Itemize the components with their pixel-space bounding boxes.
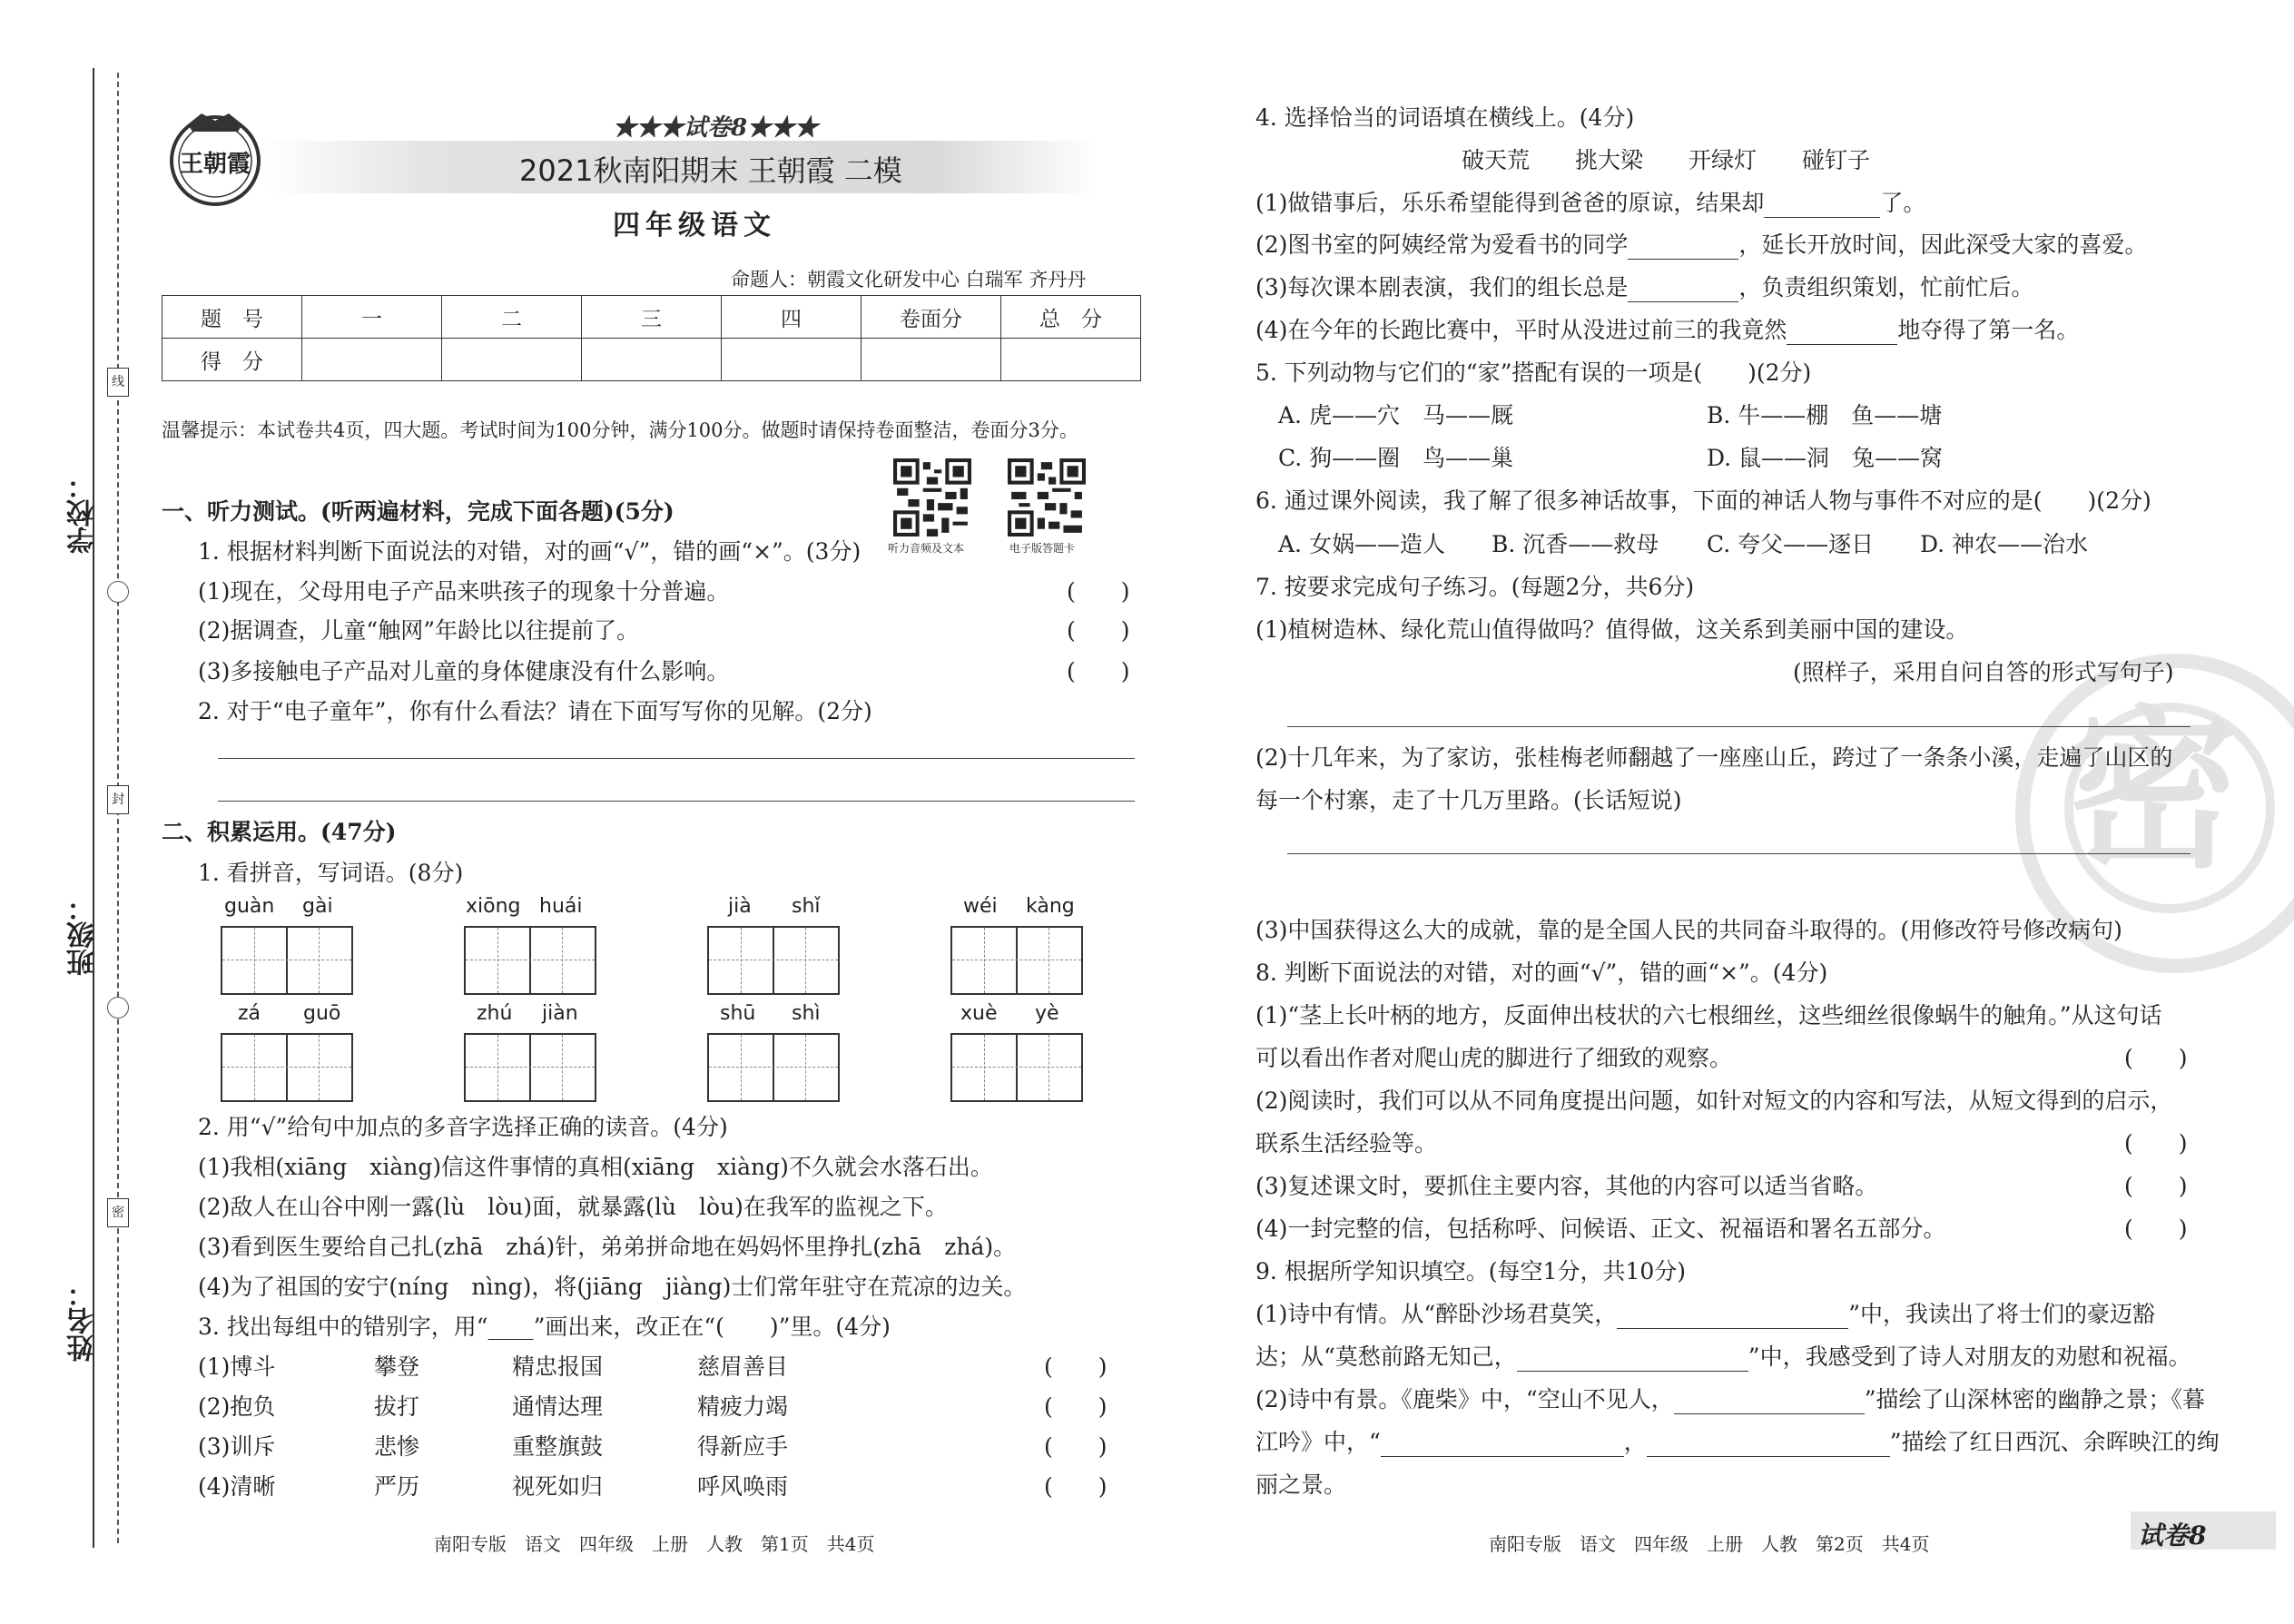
question-item xyxy=(1255,1382,2205,1414)
seal-label-feng: 封 xyxy=(107,785,129,814)
question-item: (3)复述课文时，要抓住主要内容，其他的内容可以适当省略。 xyxy=(1255,1173,1878,1199)
score-input-cell[interactable] xyxy=(1001,339,1141,381)
item-text: (1)诗中有情。从“醉卧沙场君莫笑， xyxy=(1255,1301,1618,1327)
score-input-cell[interactable] xyxy=(722,339,861,381)
pinyin-label: shū xyxy=(720,1002,756,1025)
character-grid[interactable] xyxy=(221,926,353,995)
question-text: 2. 用“√”给句中加点的多音字选择正确的读音。(4分) xyxy=(198,1114,728,1140)
item-text: ”中，我读出了将士们的豪迈豁 xyxy=(1848,1301,2155,1327)
question-item xyxy=(1255,270,2033,302)
item-text: ， xyxy=(1623,1429,1647,1455)
question-item xyxy=(1255,1424,2220,1457)
subject-title: 四年级语文 xyxy=(613,210,776,241)
notice: 温馨提示：本试卷共4页，四大题。考试时间为100分钟，满分100分。做题时请保持卷面整洁，卷面分3分。 xyxy=(162,419,1078,441)
question-text: 7. 按要求完成句子练习。(每题2分，共6分) xyxy=(1255,574,1695,600)
option[interactable]: B. 牛——棚 鱼——塘 xyxy=(1707,402,1943,428)
score-cell: 一 xyxy=(302,296,442,339)
score-input-cell[interactable] xyxy=(582,339,722,381)
answer-line[interactable] xyxy=(1287,853,2191,854)
pinyin-label: guō xyxy=(303,1002,341,1025)
item-text: (3)每次课本剧表演，我们的组长总是 xyxy=(1255,274,1629,300)
item-text: ”中，我感受到了诗人对朋友的劝慰和祝福。 xyxy=(1748,1343,2191,1370)
answer-paren[interactable]: ( ) xyxy=(1067,617,1130,644)
word-cell: 精疲力竭 xyxy=(697,1393,789,1420)
score-cell: 二 xyxy=(442,296,582,339)
qr-code-icon[interactable] xyxy=(893,458,971,536)
item-text: 了。 xyxy=(1880,190,1926,216)
score-input-cell[interactable] xyxy=(861,339,1001,381)
fill-blank[interactable] xyxy=(1617,1306,1848,1329)
qr-code-icon[interactable] xyxy=(1008,458,1086,536)
score-input-cell[interactable] xyxy=(302,339,442,381)
option[interactable]: B. 沉香——救母 xyxy=(1492,531,1659,557)
pinyin-label: kàng xyxy=(1026,895,1075,918)
word-cell: (3)训斥 xyxy=(198,1433,276,1460)
name-label: 姓名： xyxy=(67,1280,99,1362)
question-item: 丽之景。 xyxy=(1255,1471,1347,1498)
word-cell: 攀登 xyxy=(374,1353,420,1380)
question-item: (1)植树造林、绿化荒山值得做吗？值得做，这关系到美丽中国的建设。 xyxy=(1255,616,1969,643)
fill-blank[interactable] xyxy=(1381,1434,1624,1457)
score-table-header-row xyxy=(162,296,1141,339)
word-cell: 拔打 xyxy=(374,1393,420,1420)
question-item: (1)“茎上长叶柄的地方，反面伸出枝状的六七根细丝，这些细丝很像蜗牛的触角。”从这句话 xyxy=(1255,1002,2162,1029)
pinyin-label: xuè xyxy=(960,1002,998,1025)
pinyin-label: jià xyxy=(728,895,752,918)
score-cell: 总 分 xyxy=(1001,296,1141,339)
word-bank: 破天荒 挑大梁 开绿灯 碰钉子 xyxy=(1462,147,1871,173)
footer-left: 南阳专版 语文 四年级 上册 人教 第1页 共4页 xyxy=(434,1533,875,1555)
question-item: (3)多接触电子产品对儿童的身体健康没有什么影响。 xyxy=(198,658,730,684)
word-cell: 视死如归 xyxy=(512,1473,604,1500)
question-text: 4. 选择恰当的词语填在横线上。(4分) xyxy=(1255,104,1635,131)
answer-paren[interactable]: ( ) xyxy=(2124,1216,2188,1242)
answer-paren[interactable]: ( ) xyxy=(2124,1045,2188,1071)
character-grid[interactable] xyxy=(950,926,1083,995)
word-cell: 慈眉善目 xyxy=(697,1353,789,1380)
character-grid[interactable] xyxy=(464,1033,596,1102)
word-cell: 精忠报国 xyxy=(512,1353,604,1380)
authors: 命题人：朝霞文化研发中心 白瑞军 齐丹丹 xyxy=(731,269,1087,290)
score-cell: 题 号 xyxy=(162,296,302,339)
word-cell: 严历 xyxy=(374,1473,420,1500)
word-cell: 重整旗鼓 xyxy=(512,1433,604,1460)
answer-paren[interactable]: ( ) xyxy=(2124,1173,2188,1199)
fill-blank[interactable] xyxy=(1628,237,1738,260)
class-label: 班级： xyxy=(67,894,99,976)
question-text: 2. 对于“电子童年”，你有什么看法？请在下面写写你的见解。(2分) xyxy=(198,698,872,724)
item-text: 达；从“莫愁前路无知己， xyxy=(1255,1343,1517,1370)
word-cell: 呼风唤雨 xyxy=(697,1473,789,1500)
score-input-cell[interactable] xyxy=(442,339,582,381)
pinyin-label: guàn xyxy=(224,895,275,918)
series-badge: ★★★试卷8★★★ xyxy=(613,114,819,142)
fill-blank[interactable] xyxy=(1787,322,1897,345)
question-text: 6. 通过课外阅读，我了解了很多神话故事，下面的神话人物与事件不对应的是( )(2分) xyxy=(1255,487,2151,514)
answer-paren[interactable]: ( ) xyxy=(2124,1130,2188,1156)
score-cell: 四 xyxy=(722,296,861,339)
option[interactable]: D. 神农——治水 xyxy=(1920,531,2089,557)
page-title: 2021秋南阳期末 王朝霞 二模 xyxy=(519,153,902,188)
question-item: (2)据调查，儿童“触网”年龄比以往提前了。 xyxy=(198,617,639,644)
answer-line[interactable] xyxy=(1287,726,2191,727)
seal-label-mi: 密 xyxy=(107,1198,129,1227)
qr-label: 听力音频及文本 xyxy=(888,542,965,555)
character-grid[interactable] xyxy=(950,1033,1083,1102)
question-item: 可以看出作者对爬山虎的脚进行了细致的观察。 xyxy=(1255,1045,1733,1071)
item-text: (2)诗中有景。《鹿柴》中，“空山不见人， xyxy=(1255,1386,1674,1412)
question-item xyxy=(1255,312,2079,345)
word-cell: 通情达理 xyxy=(512,1393,604,1420)
question-text: 1. 看拼音，写词语。(8分) xyxy=(198,860,464,886)
pinyin-label: xiōng xyxy=(466,895,521,918)
question-item: (4)一封完整的信，包括称呼、问候语、正文、祝福语和署名五部分。 xyxy=(1255,1216,1946,1242)
character-grid[interactable] xyxy=(464,926,596,995)
word-cell: (1)博斗 xyxy=(198,1353,276,1380)
binding-hole-icon xyxy=(107,997,129,1019)
question-item: (3)看到医生要给自己扎(zhā zhá)针，弟弟拼命地在妈妈怀里挣扎(zhā zhá)。 xyxy=(198,1234,1017,1260)
item-text: (1)做错事后，乐乐希望能得到爸爸的原谅，结果却 xyxy=(1255,190,1765,216)
score-cell: 卷面分 xyxy=(861,296,1001,339)
character-grid[interactable] xyxy=(221,1033,353,1102)
option[interactable]: D. 鼠——洞 兔——窝 xyxy=(1707,445,1944,471)
answer-paren[interactable]: ( ) xyxy=(1044,1393,1108,1420)
fill-blank[interactable] xyxy=(1674,1392,1865,1414)
question-item xyxy=(1255,1296,2155,1329)
question-item: (2)十几年来，为了家访，张桂梅老师翻越了一座座山丘，跨过了一条条小溪，走遍了山区的 xyxy=(1255,744,2173,771)
score-cell: 得 分 xyxy=(162,339,302,381)
score-table xyxy=(162,295,1141,381)
score-table-score-row xyxy=(162,339,1141,381)
question-item: (1)我相(xiāng xiàng)信这件事情的真相(xiāng xiàng)不久就会水落石出。 xyxy=(198,1154,993,1180)
word-cell: 悲惨 xyxy=(374,1433,420,1460)
answer-paren[interactable]: ( ) xyxy=(1067,578,1130,605)
fill-blank[interactable] xyxy=(1628,280,1738,302)
option[interactable]: A. 女娲——造人 xyxy=(1278,531,1445,557)
pinyin-label: yè xyxy=(1035,1002,1059,1025)
section2-title: 二、积累运用。(47分) xyxy=(162,819,397,845)
question-item: (4)为了祖国的安宁(níng nìng)，将(jiāng jiàng)士们常年驻守在荒凉的边关。 xyxy=(198,1274,1027,1300)
word-cell: (2)抱负 xyxy=(198,1393,276,1420)
pinyin-label: shǐ xyxy=(792,895,821,918)
question-item xyxy=(1255,185,1925,218)
question-text: 3. 找出每组中的错别字，用“____”画出来，改正在“( )”里。(4分) xyxy=(198,1314,891,1340)
question-item: (3)中国获得这么大的成就，靠的是全国人民的共同奋斗取得的。(用修改符号修改病句) xyxy=(1255,917,2122,943)
item-text: 地夺得了第一名。 xyxy=(1897,317,2080,343)
qr-label: 电子版答题卡 xyxy=(1009,542,1076,555)
pinyin-label: zhú xyxy=(477,1002,513,1025)
answer-paren[interactable]: ( ) xyxy=(1067,658,1130,684)
item-text: (4)在今年的长跑比赛中，平时从没进过前三的我竟然 xyxy=(1255,317,1787,343)
question-text: 8. 判断下面说法的对错，对的画“√”，错的画“×”。(4分) xyxy=(1255,960,1828,986)
question-item: (2)阅读时，我们可以从不同角度提出问题，如针对短文的内容和写法，从短文得到的启示， xyxy=(1255,1088,2173,1114)
question-item xyxy=(1255,1339,2191,1372)
question-item: 联系生活经验等。 xyxy=(1255,1130,1438,1156)
question-text: 5. 下列动物与它们的“家”搭配有误的一项是( )(2分) xyxy=(1255,359,1812,386)
word-cell: (4)清晰 xyxy=(198,1473,276,1500)
footer-right: 南阳专版 语文 四年级 上册 人教 第2页 共4页 xyxy=(1489,1533,1930,1555)
watermark-char: 密 xyxy=(2066,689,2240,891)
fill-blank[interactable] xyxy=(1764,195,1880,218)
option[interactable]: A. 虎——穴 马——厩 xyxy=(1278,402,1513,428)
binding-hole-icon xyxy=(107,581,129,603)
question-item: 每一个村寨，走了十几万里路。(长话短说) xyxy=(1255,787,1682,813)
pinyin-label: zá xyxy=(238,1002,261,1025)
pinyin-label: huái xyxy=(539,895,583,918)
pinyin-label: shì xyxy=(792,1002,821,1025)
instruction-note: (照样子，采用自问自答的形式写句子) xyxy=(1793,659,2174,685)
item-text: ”描绘了红日西沉、余晖映江的绚 xyxy=(1889,1429,2220,1455)
section1-title: 一、听力测试。(听两遍材料，完成下面各题)(5分) xyxy=(162,498,674,525)
question-item: (1)现在，父母用电子产品来哄孩子的现象十分普遍。 xyxy=(198,578,730,605)
item-text: (2)图书室的阿姨经常为爱看书的同学 xyxy=(1255,231,1629,258)
answer-line[interactable] xyxy=(218,758,1135,759)
character-grid[interactable] xyxy=(707,926,840,995)
answer-paren[interactable]: ( ) xyxy=(1044,1473,1108,1500)
option[interactable]: C. 夸父——逐日 xyxy=(1707,531,1875,557)
pinyin-label: wéi xyxy=(963,895,998,918)
fill-blank[interactable] xyxy=(1517,1349,1748,1372)
logo-text: 王朝霞 xyxy=(180,151,251,178)
question-text: 1. 根据材料判断下面说法的对错，对的画“√”，错的画“×”。(3分) xyxy=(198,538,861,565)
fill-blank[interactable] xyxy=(1647,1434,1890,1457)
answer-line[interactable] xyxy=(218,801,1135,802)
question-item: (2)敌人在山谷中刚一露(lù lòu)面，就暴露(lù lòu)在我军的监视之下。 xyxy=(198,1194,948,1220)
pinyin-label: gài xyxy=(302,895,333,918)
paper-tag-label: 试卷8 xyxy=(2138,1521,2207,1550)
question-text: 9. 根据所学知识填空。(每空1分，共10分) xyxy=(1255,1258,1687,1284)
item-text: 江吟》中，“ xyxy=(1255,1429,1381,1455)
item-text: ”描绘了山深林密的幽静之景；《暮 xyxy=(1864,1386,2205,1412)
item-text: ，延长开放时间，因此深受大家的喜爱。 xyxy=(1738,231,2148,258)
answer-paren[interactable]: ( ) xyxy=(1044,1433,1108,1460)
answer-paren[interactable]: ( ) xyxy=(1044,1353,1108,1380)
option[interactable]: C. 狗——圈 鸟——巢 xyxy=(1278,445,1514,471)
school-label: 学校： xyxy=(67,472,99,554)
question-item xyxy=(1255,227,2147,260)
item-text: ，负责组织策划，忙前忙后。 xyxy=(1738,274,2034,300)
seal-label-xian: 线 xyxy=(107,368,129,397)
word-cell: 得新应手 xyxy=(697,1433,789,1460)
character-grid[interactable] xyxy=(707,1033,840,1102)
score-cell: 三 xyxy=(582,296,722,339)
pinyin-label: jiàn xyxy=(542,1002,578,1025)
